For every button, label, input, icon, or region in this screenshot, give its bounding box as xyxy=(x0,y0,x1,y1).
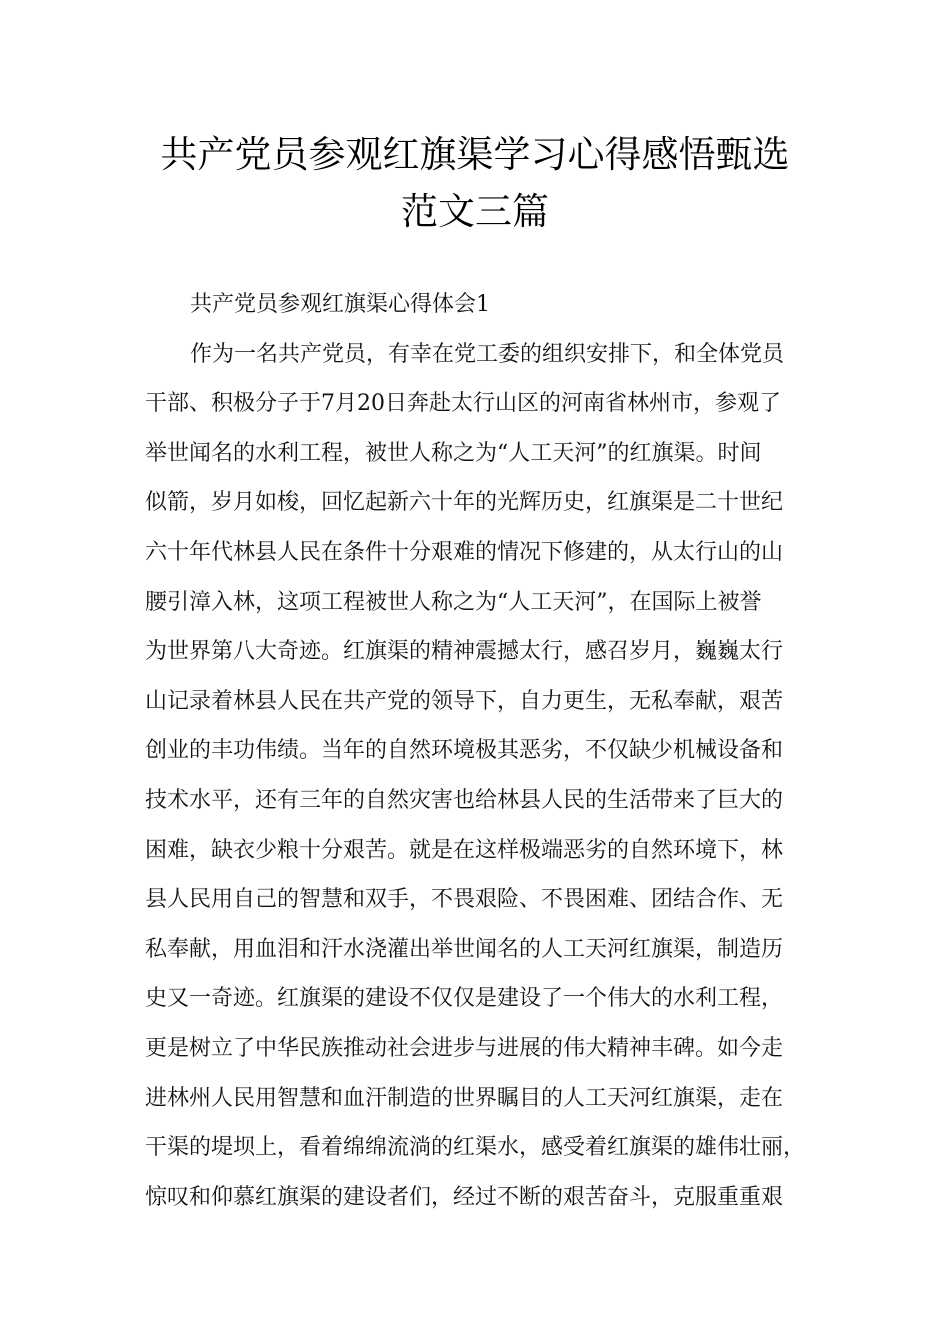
paragraph-line: 进林州人民用智慧和血汗制造的世界瞩目的人工天河红旗渠，走在 xyxy=(145,1085,784,1111)
paragraph-line: 创业的丰功伟绩。当年的自然环境极其恶劣，不仅缺少机械设备和 xyxy=(145,738,784,764)
paragraph-line: 更是树立了中华民族推动社会进步与进展的伟大精神丰碑。如今走 xyxy=(145,1035,784,1061)
paragraph-line: 困难，缺衣少粮十分艰苦。就是在这样极端恶劣的自然环境下，林 xyxy=(145,837,784,863)
paragraph-line: 作为一名共产党员，有幸在党工委的组织安排下，和全体党员 xyxy=(190,341,785,367)
paragraph-line: 干渠的堤坝上，看着绵绵流淌的红渠水，感受着红旗渠的雄伟壮丽， xyxy=(145,1135,806,1161)
paragraph-line: 腰引漳入林，这项工程被世人称之为“人工天河”，在国际上被誉 xyxy=(145,589,762,615)
paragraph-line: 史又一奇迹。红旗渠的建设不仅仅是建设了一个伟大的水利工程， xyxy=(145,986,784,1012)
paragraph-line: 惊叹和仰慕红旗渠的建设者们，经过不断的艰苦奋斗，克服重重艰 xyxy=(145,1184,784,1210)
paragraph-line: 技术水平，还有三年的自然灾害也给林县人民的生活带来了巨大的 xyxy=(145,787,784,813)
title-line-2: 范文三篇 xyxy=(401,190,549,233)
section-heading: 共产党员参观红旗渠心得体会1 xyxy=(190,292,490,317)
document-title xyxy=(0,126,950,240)
paragraph-line: 似箭，岁月如梭，回忆起新六十年的光辉历史，红旗渠是二十世纪 xyxy=(145,490,784,516)
paragraph-line: 干部、积极分子于7月20日奔赴太行山区的河南省林州市，参观了 xyxy=(145,391,781,417)
paragraph-line: 县人民用自己的智慧和双手，不畏艰险、不畏困难、团结合作、无 xyxy=(145,887,784,913)
paragraph-line: 举世闻名的水利工程，被世人称之为“人工天河”的红旗渠。时间 xyxy=(145,440,762,466)
paragraph-line: 山记录着林县人民在共产党的领导下，自力更生，无私奉献，艰苦 xyxy=(145,688,784,714)
paragraph-line: 私奉献，用血泪和汗水浇灌出举世闻名的人工天河红旗渠，制造历 xyxy=(145,936,784,962)
document-body xyxy=(145,280,835,1222)
title-line-1: 共产党员参观红旗渠学习心得感悟甄选 xyxy=(160,133,790,176)
paragraph-line: 为世界第八大奇迹。红旗渠的精神震撼太行，感召岁月，巍巍太行 xyxy=(145,639,784,665)
paragraph-line: 六十年代林县人民在条件十分艰难的情况下修建的，从太行山的山 xyxy=(145,539,784,565)
